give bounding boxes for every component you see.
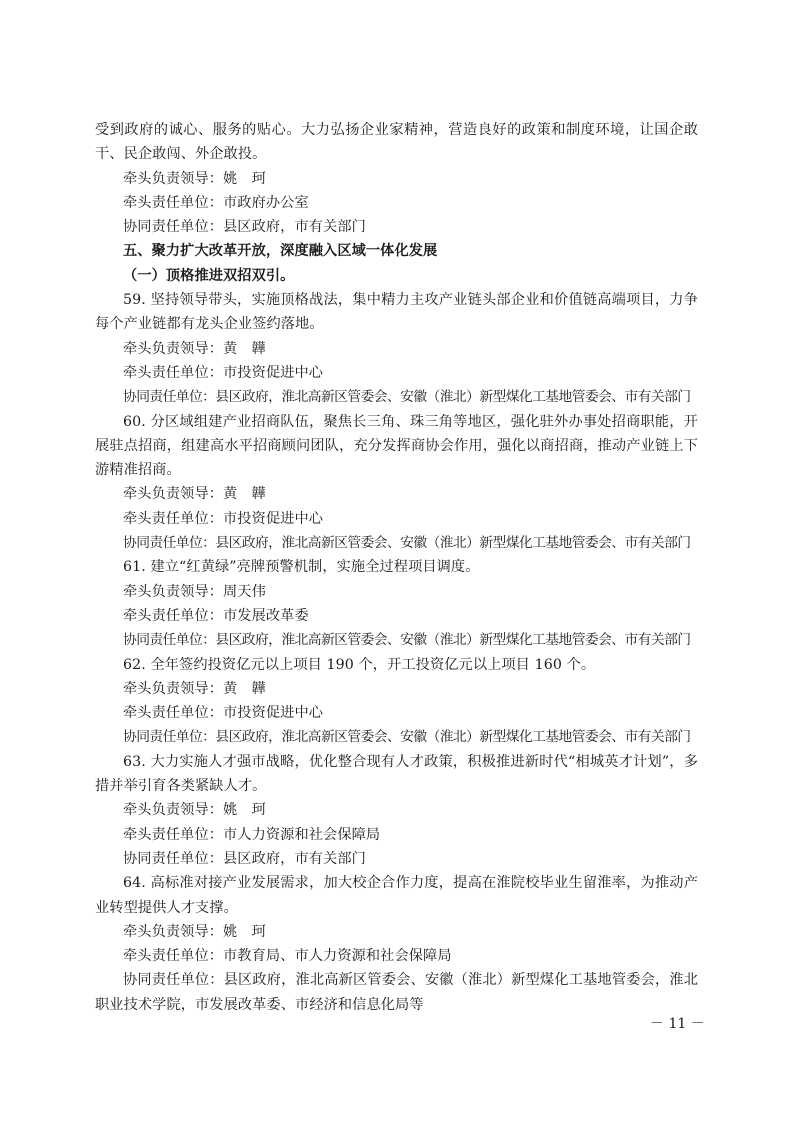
paragraph: 牵头负责领导：姚 珂 xyxy=(123,802,266,819)
paragraph: 协同责任单位：县区政府，淮北高新区管委会、安徽（淮北）新型煤化工基地管委会、市有关部门 xyxy=(123,632,691,649)
paragraph: 牵头负责领导：黄 韡 xyxy=(123,340,266,357)
paragraph: 60. 分区域组建产业招商队伍，聚焦长三角、珠三角等地区，强化驻外办事处招商职能，开展驻点招商，组建高水平招商顾问团队，充分发挥商协会作用，强化以商招商，推动产业链上下游精准招商。 xyxy=(95,413,698,479)
paragraph: 协同责任单位：县区政府，市有关部门 xyxy=(123,850,366,867)
section-heading: 五、聚力扩大改革开放，深度融入区域一体化发展 xyxy=(123,243,438,260)
paragraph: 63. 大力实施人才强市战略，优化整合现有人才政策，积极推进新时代“相城英才计划”，多措并举引育各类紧缺人才。 xyxy=(95,753,698,795)
paragraph: 62. 全年签约投资亿元以上项目 190 个，开工投资亿元以上项目 160 个。 xyxy=(123,656,596,673)
paragraph: 59. 坚持领导带头，实施顶格战法，集中精力主攻产业链头部企业和价值链高端项目，力争每个产业链都有龙头企业签约落地。 xyxy=(95,292,698,333)
paragraph: 协同责任单位：县区政府，淮北高新区管委会、安徽（淮北）新型煤化工基地管委会，淮北职业技术学院，市发展改革委、市经济和信息化局等 xyxy=(95,972,698,1013)
paragraph: 牵头负责领导：黄 韡 xyxy=(123,680,266,697)
paragraph: 61. 建立“红黄绿”亮牌预警机制，实施全过程项目调度。 xyxy=(123,559,480,576)
page-number: － 11 － xyxy=(650,1016,705,1032)
paragraph: 牵头责任单位：市发展改革委 xyxy=(123,607,309,624)
paragraph: 牵头责任单位：市投资促进中心 xyxy=(123,705,324,722)
paragraph: 牵头负责领导：周天伟 xyxy=(123,583,266,600)
paragraph: 受到政府的诚心、服务的贴心。大力弘扬企业家精神，营造良好的政策和制度环境，让国企敢干、民企敢闯、外企敢投。 xyxy=(95,122,698,163)
paragraph: 牵头责任单位：市人力资源和社会保障局 xyxy=(123,826,381,843)
paragraph: 64. 高标准对接产业发展需求，加大校企合作力度，提高在淮院校毕业生留淮率，为推动产业转型提供人才支撑。 xyxy=(95,875,698,916)
paragraph: 牵头责任单位：市投资促进中心 xyxy=(123,510,324,527)
paragraph: 牵头责任单位：市政府办公室 xyxy=(123,194,309,211)
paragraph: 协同责任单位：县区政府，淮北高新区管委会、安徽（淮北）新型煤化工基地管委会、市有关部门 xyxy=(123,535,691,552)
paragraph: 协同责任单位：县区政府，淮北高新区管委会、安徽（淮北）新型煤化工基地管委会、市有关部门 xyxy=(123,389,691,406)
paragraph: 牵头负责领导：姚 珂 xyxy=(123,923,266,940)
paragraph: 协同责任单位：县区政府，淮北高新区管委会、安徽（淮北）新型煤化工基地管委会、市有关部门 xyxy=(123,729,691,746)
paragraph: 牵头责任单位：市教育局、市人力资源和社会保障局 xyxy=(123,948,452,965)
paragraph: 牵头负责领导：姚 珂 xyxy=(123,170,266,187)
paragraph: 协同责任单位：县区政府，市有关部门 xyxy=(123,219,366,236)
document-body xyxy=(95,118,698,1017)
section-heading: （一）顶格推进双招双引。 xyxy=(123,267,295,284)
paragraph: 牵头责任单位：市投资促进中心 xyxy=(123,364,324,381)
paragraph: 牵头负责领导：黄 韡 xyxy=(123,486,266,503)
